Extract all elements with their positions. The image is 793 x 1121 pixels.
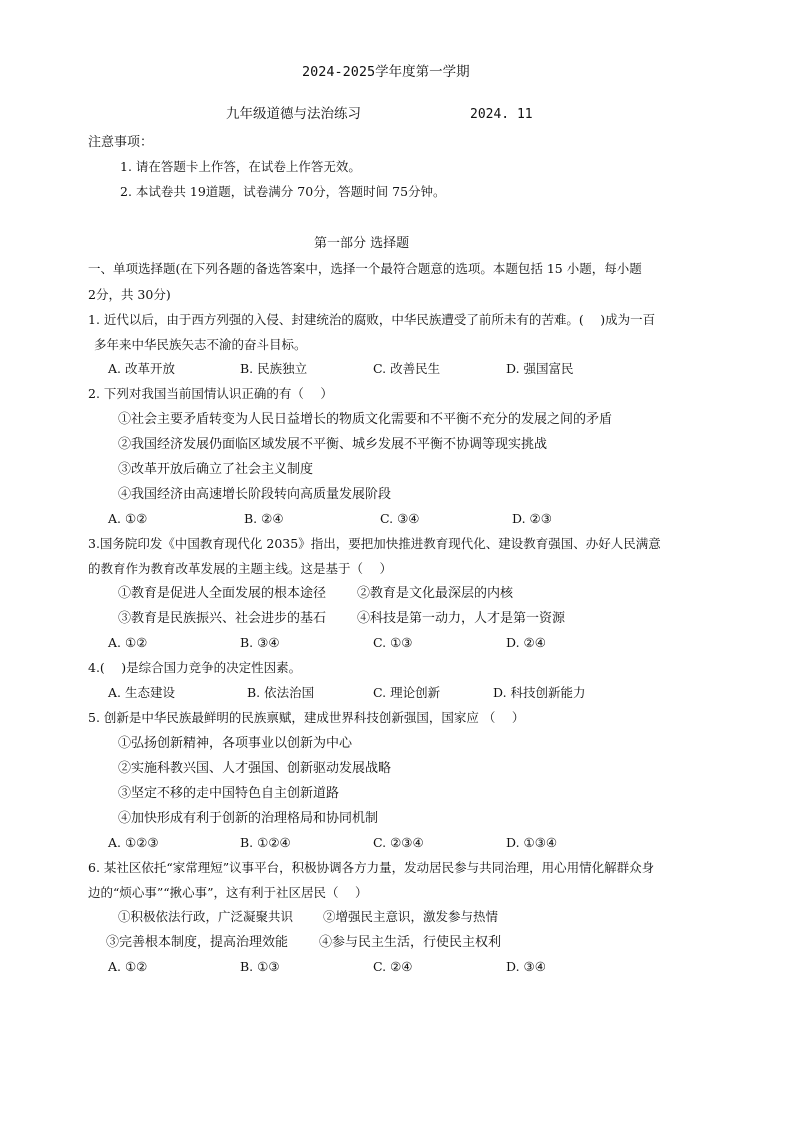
question-1-option-b: B. 民族独立 xyxy=(240,361,308,376)
question-1-option-d: D. 强国富民 xyxy=(506,361,574,376)
question-4-option-c: C. 理论创新 xyxy=(373,685,441,700)
question-2-item: ③改革开放后确立了社会主义制度 xyxy=(118,462,314,477)
question-5-item: ①弘扬创新精神，各项事业以创新为中心 xyxy=(118,736,353,751)
note-item: 1. 请在答题卡上作答，在试卷上作答无效。 xyxy=(120,159,361,174)
question-6-item: ③完善根本制度，提高治理效能 xyxy=(106,935,289,950)
question-6-item: ①积极依法行政，广泛凝聚共识 xyxy=(118,909,294,924)
question-1-option-c: C. 改善民生 xyxy=(373,361,441,376)
question-5-option-c: C. ②③④ xyxy=(373,835,424,850)
question-6-stem: 6. 某社区依托“家常理短”议事平台，积极协调各方力量，发动居民参与共同治理，用心用情化解群众身 xyxy=(88,860,655,875)
question-6-option-d: D. ③④ xyxy=(506,959,546,974)
question-5-option-a: A. ①②③ xyxy=(108,835,159,850)
question-6-item: ②增强民主意识，激发参与热情 xyxy=(323,909,499,924)
question-1-stem: 1. 近代以后，由于西方列强的入侵、封建统治的腐败，中华民族遭受了前所未有的苦难。( )成为一百 xyxy=(88,312,656,327)
question-3-option-c: C. ①③ xyxy=(373,635,413,650)
question-2-option-b: B. ②④ xyxy=(244,511,284,526)
question-3-stem: 3.国务院印发《中国教育现代化 2035》指出，要把加快推进教育现代化、建设教育强国、办好人民满意 xyxy=(88,536,661,551)
question-5-item: ③坚定不移的走中国特色自主创新道路 xyxy=(118,786,340,801)
question-6-option-c: C. ②④ xyxy=(373,959,413,974)
question-2-option-a: A. ①② xyxy=(108,511,148,526)
note-item: 2. 本试卷共 19道题，试卷满分 70分，答题时间 75分钟。 xyxy=(120,184,446,199)
exam-title: 九年级道德与法治练习 xyxy=(226,106,361,122)
section-instruction: 2分，共 30分) xyxy=(88,287,171,302)
question-6-option-b: B. ①③ xyxy=(240,959,280,974)
question-3-option-a: A. ①② xyxy=(108,635,148,650)
question-6-option-a: A. ①② xyxy=(108,959,148,974)
question-4-option-d: D. 科技创新能力 xyxy=(493,685,586,700)
question-3-option-b: B. ③④ xyxy=(240,635,280,650)
question-3-item: ③教育是民族振兴、社会进步的基石 xyxy=(118,611,327,626)
question-3-item: ②教育是文化最深层的内核 xyxy=(357,586,514,601)
question-5-option-d: D. ①③④ xyxy=(506,835,558,850)
question-5-stem: 5. 创新是中华民族最鲜明的民族禀赋，建成世界科技创新强国，国家应 （ ） xyxy=(88,710,525,725)
section-instruction: 一、单项选择题(在下列各题的备选答案中，选择一个最符合题意的选项。本题包括 15 小题，每小题 xyxy=(88,261,642,276)
question-3-stem: 的教育作为教育改革发展的主题主线。这是基于（ ） xyxy=(88,561,392,576)
question-5-item: ④加快形成有利于创新的治理格局和协同机制 xyxy=(118,811,379,826)
question-2-item: ①社会主要矛盾转变为人民日益增长的物质文化需要和不平衡不充分的发展之间的矛盾 xyxy=(118,412,613,427)
question-2-option-d: D. ②③ xyxy=(512,511,552,526)
question-5-option-b: B. ①②④ xyxy=(240,835,291,850)
question-6-item: ④参与民主生活，行使民主权利 xyxy=(319,935,502,950)
exam-date: 2024. 11 xyxy=(470,107,533,122)
question-2-option-c: C. ③④ xyxy=(380,511,420,526)
question-3-item: ①教育是促进人全面发展的根本途径 xyxy=(118,586,327,601)
question-5-item: ②实施科教兴国、人才强国、创新驱动发展战略 xyxy=(118,761,392,776)
question-3-option-d: D. ②④ xyxy=(506,635,546,650)
question-3-item: ④科技是第一动力，人才是第一资源 xyxy=(357,611,566,626)
question-4-stem: 4.( )是综合国力竞争的决定性因素。 xyxy=(88,660,302,675)
question-2-item: ②我国经济发展仍面临区域发展不平衡、城乡发展不平衡不协调等现实挑战 xyxy=(118,437,548,452)
exam-term: 2024-2025学年度第一学期 xyxy=(302,64,470,80)
question-2-stem: 2. 下列对我国当前国情认识正确的有（ ） xyxy=(88,386,333,401)
notes-title: 注意事项： xyxy=(88,135,154,150)
question-1-option-a: A. 改革开放 xyxy=(108,361,175,376)
question-1-stem: 多年来中华民族矢志不渝的奋斗目标。 xyxy=(94,337,307,352)
section-title: 第一部分 选择题 xyxy=(314,236,410,251)
question-2-item: ④我国经济由高速增长阶段转向高质量发展阶段 xyxy=(118,487,392,502)
question-4-option-b: B. 依法治国 xyxy=(247,685,315,700)
question-4-option-a: A. 生态建设 xyxy=(108,685,175,700)
question-6-stem: 边的“烦心事”“揪心事”，这有利于社区居民（ ） xyxy=(88,885,368,900)
